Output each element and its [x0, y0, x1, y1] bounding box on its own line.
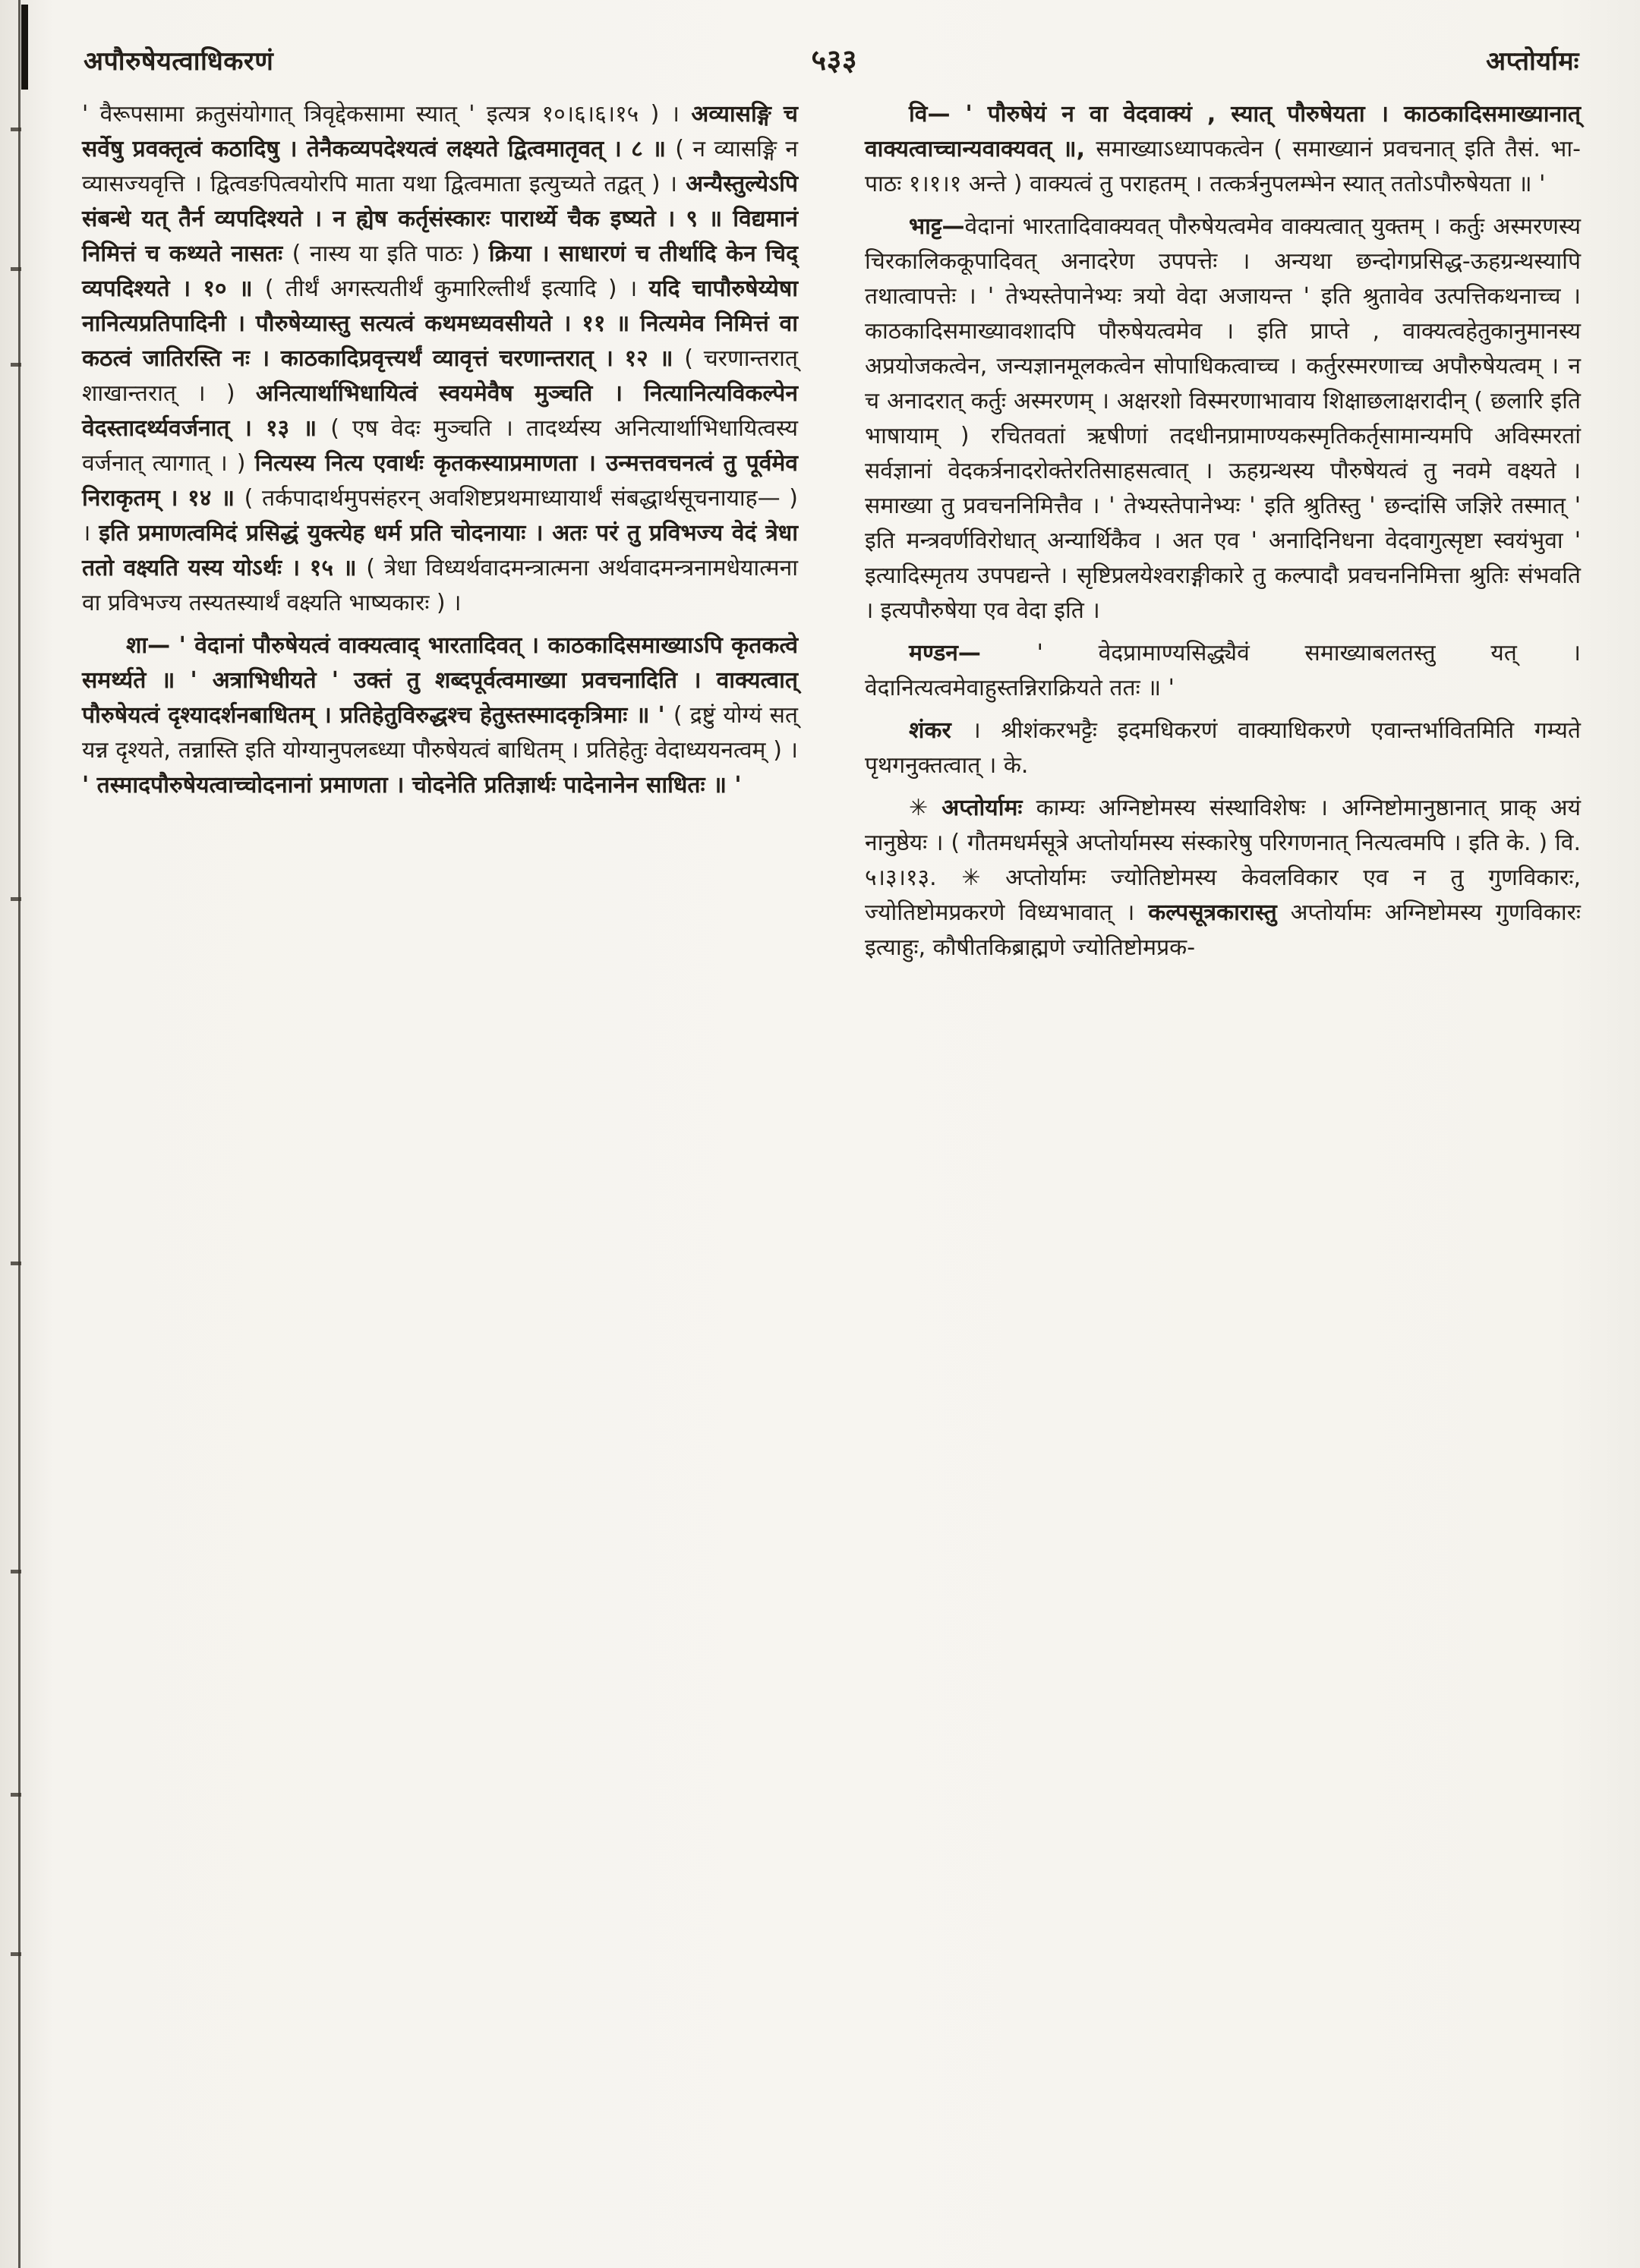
- margin-mark: [11, 897, 21, 901]
- text-run: अप्तोर्यामः: [941, 795, 1023, 821]
- paragraph: [865, 636, 1581, 706]
- header-right-headword: अप्तोर्यामः: [1486, 46, 1579, 77]
- text-body: [82, 97, 1581, 2245]
- text-run: अनित्यार्थाभिधायित्वं स्वयमेवैष मुञ्चति । नित्यानित्यविकल्पेन वेदस्तादर्थ्यवर्जनात् । १३ ॥: [82, 380, 798, 442]
- paragraph: [82, 97, 798, 621]
- right-column: [865, 97, 1581, 2245]
- text-run: अव्यासङ्गि च सर्वेषु प्रवक्तृत्वं कठादिषु । तेनैकव्यपदेश्यत्वं लक्ष्यते द्वित्वमातृवत् । ८ ॥: [82, 101, 798, 162]
- text-run: ' वेदप्रामाण्यसिद्ध्यैवं समाख्याबलतस्तु यत् । वेदानित्यत्वमेवाहुस्तन्निराक्रियते ततः ॥ ': [865, 640, 1581, 701]
- running-header: [84, 39, 1579, 79]
- paragraph: [82, 628, 798, 803]
- text-run: ✳: [909, 795, 942, 821]
- text-run: शा—: [126, 632, 179, 659]
- margin-mark: [11, 267, 21, 271]
- text-run: ( तीर्थं अगस्त्यतीर्थं कुमारिल्तीर्थं इत्यादि ) ।: [264, 276, 649, 302]
- text-run: ( एष वेदः मुञ्चति । तादर्थ्यस्य अनित्यार्थाभिधायित्वस्य वर्जनात् त्यागात् । ): [82, 415, 799, 477]
- text-run: । श्रीशंकरभट्टैः इदमधिकरणं वाक्याधिकरणे एवान्तर्भावितमिति गम्यते पृथगनुक्तत्वात् । के.: [865, 717, 1581, 779]
- text-run: शंकर: [909, 717, 973, 744]
- text-run: क्रिया । साधारणं च तीर्थादि केन चिद् व्यपदिश्यते । १० ॥: [82, 241, 799, 302]
- text-run: ( तर्कपादार्थमुपसंहरन् अवशिष्टप्रथमाध्यायार्थं संबद्धार्थसूचनायाह— ) ।: [82, 485, 799, 547]
- binding-ink-bar: [21, 5, 28, 90]
- paragraph: [865, 97, 1581, 202]
- margin-mark: [11, 1952, 21, 1956]
- text-run: विद्यमानं निमित्तं च कथ्यते नासतः: [82, 206, 798, 267]
- text-run: कल्पसूत्रकारास्तु: [1148, 899, 1277, 926]
- text-run: इति प्रमाणत्वमिदं प्रसिद्धं युक्त्येह धर्म प्रति चोदनायाः । अतः परं तु प्रविभज्य वेदं त्रेधा ततो वक्ष्यति यस्य योऽर्थः । १५ ॥: [82, 520, 799, 581]
- text-run: ( त्रेधा विध्यर्थवादमन्त्रात्मना अर्थवादमन्त्रनामधेयात्मना वा प्रविभज्य तस्यतस्यार्थं वक्ष्यति भाष्यकारः ) ।: [82, 555, 798, 616]
- text-run: भाट्ट—: [909, 213, 965, 240]
- margin-mark: [11, 128, 21, 131]
- margin-mark: [11, 1793, 21, 1797]
- paragraph: [865, 713, 1581, 783]
- text-run: ' पौरुषेयं न वा वेदवाक्यं , स्यात् पौरुषेयता । काठकादिसमाख्यानात् वाक्यत्वाच्चान्यवाक्यवत् ॥,: [865, 101, 1581, 162]
- text-run: ( नास्य या इति पाठः ): [292, 241, 489, 267]
- binding-crease-line: [18, 0, 20, 2268]
- text-run: अप्तोर्यामः अग्निष्टोमस्य गुणविकारः इत्याहुः, कौषीतकिब्राह्मणे ज्योतिष्टोमप्रक-: [865, 899, 1581, 961]
- text-run: ' वेदानां पौरुषेयत्वं वाक्यत्वाद् भारतादिवत् । काठकादिसमाख्याऽपि कृतकत्वे समर्थ्यते ॥ ': [82, 632, 798, 694]
- margin-mark: [11, 1262, 21, 1265]
- text-run: ' वैरूपसामा क्रतुसंयोगात् त्रिवृद्देकसामा स्यात् ' इत्यत्र १०।६।६।१५ ) ।: [82, 101, 692, 128]
- text-run: ( द्रष्टुं योग्यं सत् यन्न दृश्यते, तन्नास्ति इति योग्यानुपलब्ध्या पौरुषेयत्वं बाधितम् । प्रतिहेतुः वेदाध्ययनत्वम् ) ।: [82, 702, 798, 764]
- page-number: ५३३: [811, 43, 858, 77]
- paragraph: [865, 791, 1581, 965]
- text-run: काम्यः अग्निष्टोमस्य संस्थाविशेषः । अग्निष्टोमानुष्ठानात् प्राक् अयं नानुष्ठेयः । ( गौतमधर्मसूत्रे अप्तोर्यामस्य संस्कारेषु परिगणनात् नित्यत्वमपि । इति के. ) वि. ५।३।१३. ✳ अप्तोर्यामः ज्योतिष्टोमस्य केवलविकार एव न तु गुणविकारः, ज्योतिष्टोमप्रकरणे विध्यभावात् ।: [865, 795, 1581, 926]
- margin-mark: [11, 1570, 21, 1573]
- text-run: अन्यैस्तुल्येऽपि संबन्धे यत् तैर्न व्यपदिश्यते । न ह्येष कर्तृसंस्कारः पारार्थ्ये चैक इष्यते । ९ ॥: [82, 171, 798, 232]
- text-run: समाख्याऽध्यापकत्वेन ( समाख्यानं प्रवचनात् इति तैसं. भा-पाठः १।१।१ अन्ते ) वाक्यत्वं तु पराहतम् । तत्कर्त्रनुपलम्भेन स्यात् ततोऽपौरुषेयता ॥ ': [865, 136, 1581, 197]
- text-run: नित्यस्य नित्य एवार्थः कृतकस्याप्रमाणता । उन्मत्तवचनत्वं तु पूर्वमेव निराकृतम् । १४ ॥: [82, 450, 798, 512]
- header-left-title: अपौरुषेयत्वाधिकरणं: [84, 46, 274, 77]
- text-run: ' तस्मादपौरुषेयत्वाच्चोदनानां प्रमाणता । चोदनेति प्रतिज्ञार्थः पादेनानेन साधितः ॥ ': [82, 772, 742, 799]
- margin-mark: [11, 363, 21, 367]
- text-run: मण्डन—: [909, 640, 1037, 666]
- text-run: यदि चापौरुषेय्येषा नानित्यप्रतिपादिनी । पौरुषेय्यास्तु सत्यत्वं कथमध्यवसीयते । ११ ॥ नित्यमेव निमित्तं वा कठत्वं जातिरस्ति नः । काठकादिप्रवृत्त्यर्थं व्यावृत्तं चरणान्तरात् । १२ ॥: [82, 276, 798, 372]
- paragraph: [865, 209, 1581, 628]
- text-run: ( चरणान्तरात् शाखान्तरात् । ): [82, 345, 798, 407]
- left-column: [82, 97, 798, 2245]
- text-run: वेदानां भारतादिवाक्यवत् पौरुषेयत्वमेव वाक्यत्वात् युक्तम् । कर्तुः अस्मरणस्य चिरकालिककूपादिवत् अनादरेण उपपत्तेः । अन्यथा छन्दोगप्रसिद्ध-ऊहग्रन्थस्यापि तथात्वापत्तेः । ' तेभ्यस्तेपानेभ्यः त्रयो वेदा अजायन्त ' इति श्रुतावेव उत्पत्तिकथनाच्च । काठकादिसमाख्यावशादपि पौरुषेयत्वमेव । इति प्राप्ते , वाक्यत्वहेतुकानुमानस्य अप्रयोजकत्वेन, जन्यज्ञानमूलकत्वेन सोपाधिकत्वाच्च । कर्तुरस्मरणाच्च अपौरुषेयत्वम् । न च अनादरात् कर्तुः अस्मरणम् । अक्षरशो विस्मरणाभावाय शिक्षाछलाक्षरादीन् ( छलारि इति भाषायाम् ) रचितवतां ऋषीणां तदधीनप्रामाण्यकस्मृतिकर्तृसामान्यमपि अविस्मरतां सर्वज्ञानां वेदकर्त्रनादरोक्तेरतिसाहसत्वात् । ऊहग्रन्थस्य पौरुषेयत्वं तु नवमे वक्ष्यते । समाख्या तु प्रवचननिमित्तैव । ' तेभ्यस्तेपानेभ्यः ' इति श्रुतिस्तु ' छन्दांसि जज्ञिरे तस्मात् ' इति मन्त्रवर्णविरोधात् अन्यार्थिकैव । अत एव ' अनादिनिधना वेदवागुत्सृष्टा स्वयंभुवा ' इत्यादिस्मृतय उपपद्यन्ते । सृष्टिप्रलयेश्वराङ्गीकारे तु कल्पादौ प्रवचननिमित्ता श्रुतिः संभवति । इत्यपौरुषेया एव वेदा इति ।: [865, 213, 1581, 624]
- text-run: वि—: [909, 101, 966, 128]
- text-run: अत्राभिधीयते ' उक्तं तु शब्दपूर्वत्वमाख्या प्रवचनादिति । वाक्यत्वात् पौरुषेयत्वं दृश्यादर्शनबाधितम् । प्रतिहेतुविरुद्धश्च हेतुस्तस्मादकृत्रिमाः ॥ ': [82, 667, 798, 729]
- text-run: ( न व्यासङ्गि न व्यासज्यवृत्ति । द्वित्वङपित्वयोरपि माता यथा द्वित्वमाता इत्युच्यते तद्वत् ) ।: [82, 136, 798, 197]
